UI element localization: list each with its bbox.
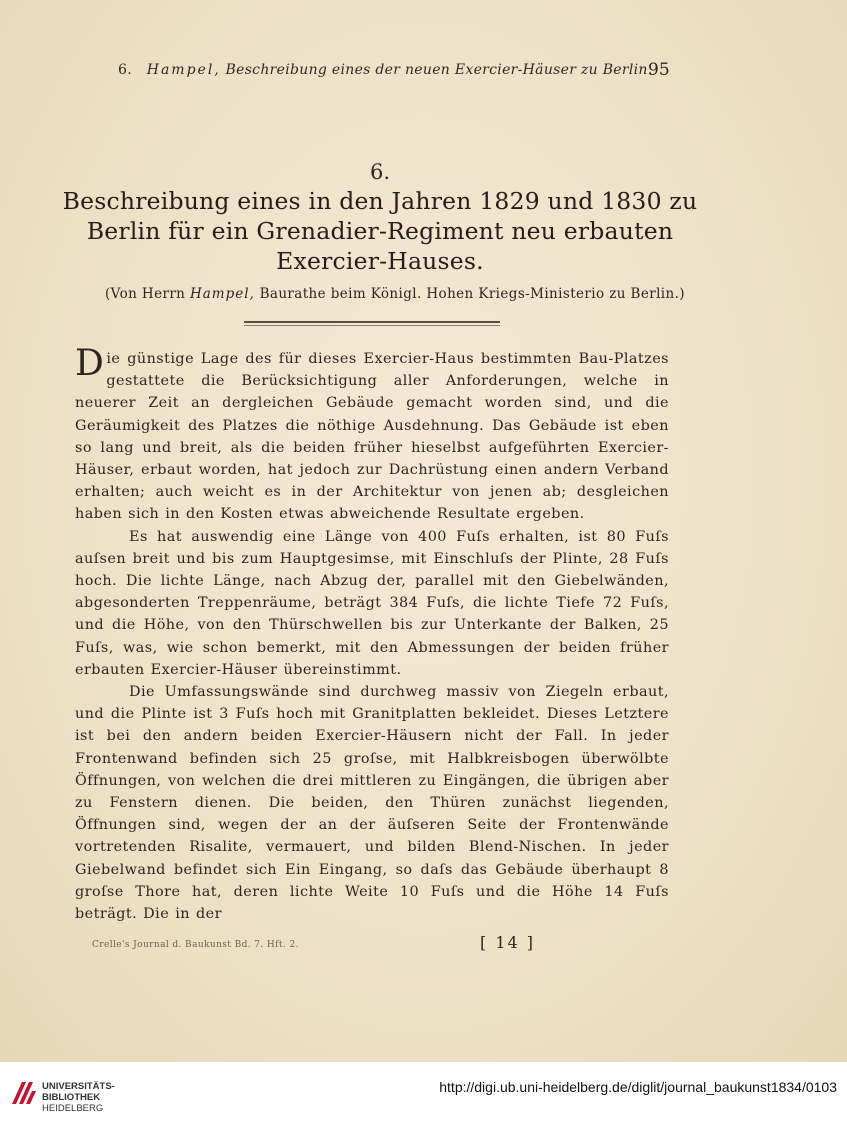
title-line: Berlin für ein Grenadier-Regiment neu erbauten bbox=[86, 217, 674, 245]
signature-mark: [ 14 ] bbox=[480, 933, 536, 952]
paragraph: Die Umfassungswände sind durchweg massiv von Ziegeln erbaut, und die Plinte ist 3 Fuſs hoch mit Granitplatten bekleidet. Dieses Letztere ist bei den andern beiden Exercier-Häusern nicht der Fall. In jeder Frontenwand befinden sich 25 groſse, mit Halbkreisbogen überwölbte Öffnungen, von welchen die drei mittleren zu Eingängen, die übrigen aber zu Fenstern dienen. Die beiden, den Thüren zunächst liegenden, Öffnungen sind, wegen der an der äuſseren Seite der Frontenwände vortretenden Risalite, vermauert, und bilden Blend-Nischen. In jeder Giebelwand befindet sich Ein Eingang, so daſs das Gebäude überhaupt 8 groſse Thore hat, deren lichte Weite 10 Fuſs und die Höhe 14 Fuſs beträgt. Die in der bbox=[75, 684, 669, 923]
running-head-author: Hampel, bbox=[146, 62, 221, 78]
byline-author: Hampel, bbox=[189, 286, 255, 302]
library-name-line: HEIDELBERG bbox=[42, 1103, 104, 1114]
title-line: Exercier-Hauses. bbox=[276, 247, 484, 275]
paragraph: Es hat auswendig eine Länge von 400 Fuſs erhalten, ist 80 Fuſs auſsen breit und bis zum Hauptgesimse, mit Einschluſs der Plinte, 28 Fuſs hoch. Die lichte Länge, nach Abzug der, parallel mit den Giebelwänden, abgesonderten Treppenräume, beträgt 384 Fuſs, die lichte Tiefe 72 Fuſs, und die Höhe, von den Thürschwellen bis zur Unterkante der Balken, 25 Fuſs, was, wie schon bemerkt, mit den Abmessungen der beiden früher erbauten Exercier-Häuser übereinstimmt. bbox=[75, 528, 669, 678]
section-number: 6. bbox=[369, 160, 391, 184]
paragraph-text: ie günstige Lage des für dieses Exercier-Haus bestimmten Bau-Platzes gestattete die Berücksichtigung aller Anforderungen, welche in neuerer Zeit an dergleichen Gebäude gemacht worden sind, und die Geräumigkeit des Platzes die nöthige Ausdehnung. Das Gebäude ist eben so lang und breit, als die beiden früher hieselbst aufgeführten Exercier-Häuser, erbaut worden, hat jedoch zur Dachrüstung einen andern Verband erhalten; auch weicht es in der Architektur von jenen ab; desgleichen haben sich in den Kosten etwas abweichende Resultate ergeben. bbox=[75, 351, 669, 523]
library-logo-icon[interactable] bbox=[10, 1078, 40, 1112]
byline-prefix: (Von Herrn bbox=[105, 286, 186, 302]
journal-footer: Crelle's Journal d. Baukunst Bd. 7. Hft. 2. bbox=[92, 940, 299, 950]
title-rule bbox=[244, 321, 500, 323]
title-line: Beschreibung eines in den Jahren 1829 und 1830 zu bbox=[62, 187, 698, 215]
title-rule-thin bbox=[244, 325, 500, 326]
permalink-url[interactable]: http://digi.ub.uni-heidelberg.de/diglit/journal_baukunst1834/0103 bbox=[439, 1079, 837, 1095]
paragraph bbox=[75, 343, 669, 526]
running-head bbox=[118, 62, 678, 78]
byline-suffix: Baurathe beim Königl. Hohen Kriegs-Ministerio zu Berlin.) bbox=[259, 286, 685, 302]
initial-letter: D bbox=[75, 343, 105, 384]
article-title bbox=[40, 186, 720, 276]
body-text bbox=[75, 343, 669, 925]
running-head-number: 6. bbox=[118, 62, 132, 78]
viewer-footer bbox=[0, 1062, 847, 1131]
running-head-title: Beschreibung eines der neuen Exercier-Häuser zu Berlin. bbox=[225, 62, 653, 78]
library-name bbox=[42, 1081, 115, 1114]
byline bbox=[60, 286, 730, 302]
library-name-line: UNIVERSITÄTS- bbox=[42, 1081, 115, 1092]
page-number: 95 bbox=[648, 60, 670, 80]
library-name-line: BIBLIOTHEK bbox=[42, 1092, 101, 1103]
